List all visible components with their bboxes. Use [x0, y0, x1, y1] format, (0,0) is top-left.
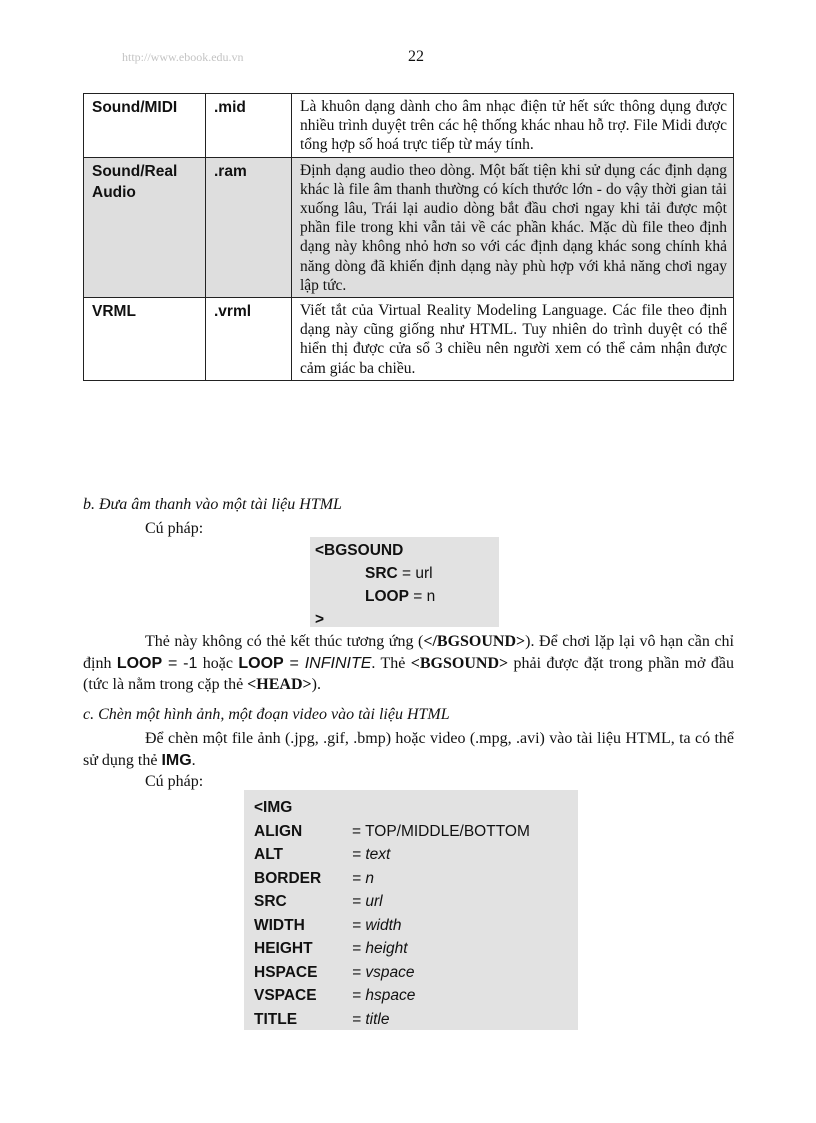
bgsound-loop-line [365, 585, 435, 609]
img-attr-key: ALT [254, 846, 283, 863]
img-attr-value: = n [352, 869, 374, 887]
img-attr-key: SRC [254, 893, 287, 910]
format-desc-cell: Định dạng audio theo dòng. Một bất tiện khi sử dụng các định dạng khác là file âm thanh thường có kích thước lớn - do vậy thời gian tải xuống lâu, Trái lại audio dòng bắt đầu chơi ngay khi tải được một phần file trong khi vẫn tải về các phần khác. Mặc dù file theo định dạng này không nhỏ hơn so với các định dạng khác song chính khả năng dòng đã khiến định dạng này phù hợp với khả năng chơi ngay lập tức. [292, 157, 734, 297]
img-attr-row [254, 867, 530, 891]
img-attr-row [254, 820, 530, 844]
img-attr-value: = text [352, 846, 391, 863]
img-attr-row [254, 961, 530, 985]
section-b-heading: b. Đưa âm thanh vào một tài liệu HTML [83, 496, 342, 513]
bgsound-src-line [365, 562, 433, 586]
text: = -1 [162, 654, 198, 672]
text: . Thẻ [371, 654, 411, 672]
img-attr-row [254, 890, 530, 914]
section-c-syntax-label: Cú pháp: [145, 773, 204, 790]
img-attr-row [254, 984, 530, 1008]
text: phải được đặt trong phần mở đầu (tức là nằm trong cặp thẻ [83, 654, 734, 693]
img-attr-key: BORDER [254, 869, 322, 887]
bgsound-src-val: = url [402, 565, 433, 582]
text: . [191, 751, 196, 769]
img-attr-key: HSPACE [254, 963, 318, 981]
img-attr-value: = hspace [352, 987, 416, 1004]
bgsound-src-key: SRC [365, 565, 398, 582]
section-c-paragraph [83, 728, 734, 771]
tag-bgsound: <BGSOUND> [410, 654, 509, 672]
section-b-syntax-label: Cú pháp: [145, 520, 204, 537]
format-row [84, 298, 734, 381]
text: Để chèn một file ảnh (.jpg, .gif, .bmp) hoặc video (.mpg, .avi) vào tài liệu HTML, ta có thể sử dụng thẻ [83, 730, 734, 769]
img-attr-value: = title [352, 1010, 390, 1028]
img-code-block [244, 790, 578, 1030]
bgsound-close: > [315, 611, 325, 628]
page-number: 22 [408, 48, 424, 65]
text: = [283, 654, 305, 672]
text: ). Để chơi lặp lại vô hạn cần chỉ định [83, 633, 734, 672]
format-desc-cell: Viết tắt của Virtual Reality Modeling Language. Các file theo định dạng này cũng giống như HTML. Tuy nhiên do trình duyệt có thể hiển thị được cửa sổ 3 chiều nên người xem có thể cảm nhận được cảm giác ba chiều. [292, 298, 734, 381]
loop-keyword: LOOP [116, 654, 163, 672]
img-attr-key: VSPACE [254, 987, 317, 1004]
img-attr-row [254, 1008, 530, 1032]
img-attr-value: = TOP/MIDDLE/BOTTOM [352, 822, 530, 840]
format-type-cell: VRML [84, 298, 206, 381]
img-attr-row [254, 914, 530, 938]
text: ). [311, 676, 321, 693]
img-attr-key: HEIGHT [254, 940, 313, 957]
section-c-heading: c. Chèn một hình ảnh, một đoạn video vào tài liệu HTML [83, 706, 450, 723]
img-attr-row [254, 937, 530, 961]
img-attr-row [254, 843, 530, 867]
format-desc-cell: Là khuôn dạng dành cho âm nhạc điện tử hết sức thông dụng được nhiều trình duyệt trên các hệ thống khác nhau hỗ trợ. File Midi được tổng hợp số hoá trực tiếp từ máy tính. [292, 94, 734, 158]
tag-head: <HEAD> [247, 676, 312, 693]
format-row [84, 94, 734, 158]
bgsound-open: <BGSOUND [315, 542, 404, 559]
format-ext-cell: .vrml [206, 298, 292, 381]
loop-keyword: LOOP [238, 654, 284, 672]
format-ext-cell: .ram [206, 157, 292, 297]
img-attr-value: = height [352, 940, 408, 957]
bgsound-loop-val: = n [413, 588, 436, 605]
bgsound-code-block [310, 537, 499, 627]
format-row [84, 157, 734, 297]
img-attr-value: = width [352, 916, 402, 934]
img-attr-key: WIDTH [254, 916, 305, 934]
img-keyword: IMG [161, 751, 192, 769]
img-attr-value: = url [352, 893, 383, 910]
format-ext-cell: .mid [206, 94, 292, 158]
format-type-cell: Sound/MIDI [84, 94, 206, 158]
format-type-cell: Sound/Real Audio [84, 157, 206, 297]
tag-close-bgsound: </BGSOUND> [423, 633, 526, 650]
text: Thẻ này không có thẻ kết thúc tương ứng ( [145, 633, 424, 650]
img-attr-key: ALIGN [254, 822, 303, 840]
text: hoặc [197, 654, 239, 672]
img-open: <IMG [254, 799, 293, 816]
section-b-paragraph [83, 631, 734, 696]
img-attr-key: TITLE [254, 1010, 298, 1028]
bgsound-loop-key: LOOP [365, 588, 409, 605]
header-url: http://www.ebook.edu.vn [122, 50, 244, 64]
img-attr-value: = vspace [352, 963, 415, 981]
format-table [83, 93, 734, 381]
infinite-keyword: INFINITE [304, 654, 372, 672]
